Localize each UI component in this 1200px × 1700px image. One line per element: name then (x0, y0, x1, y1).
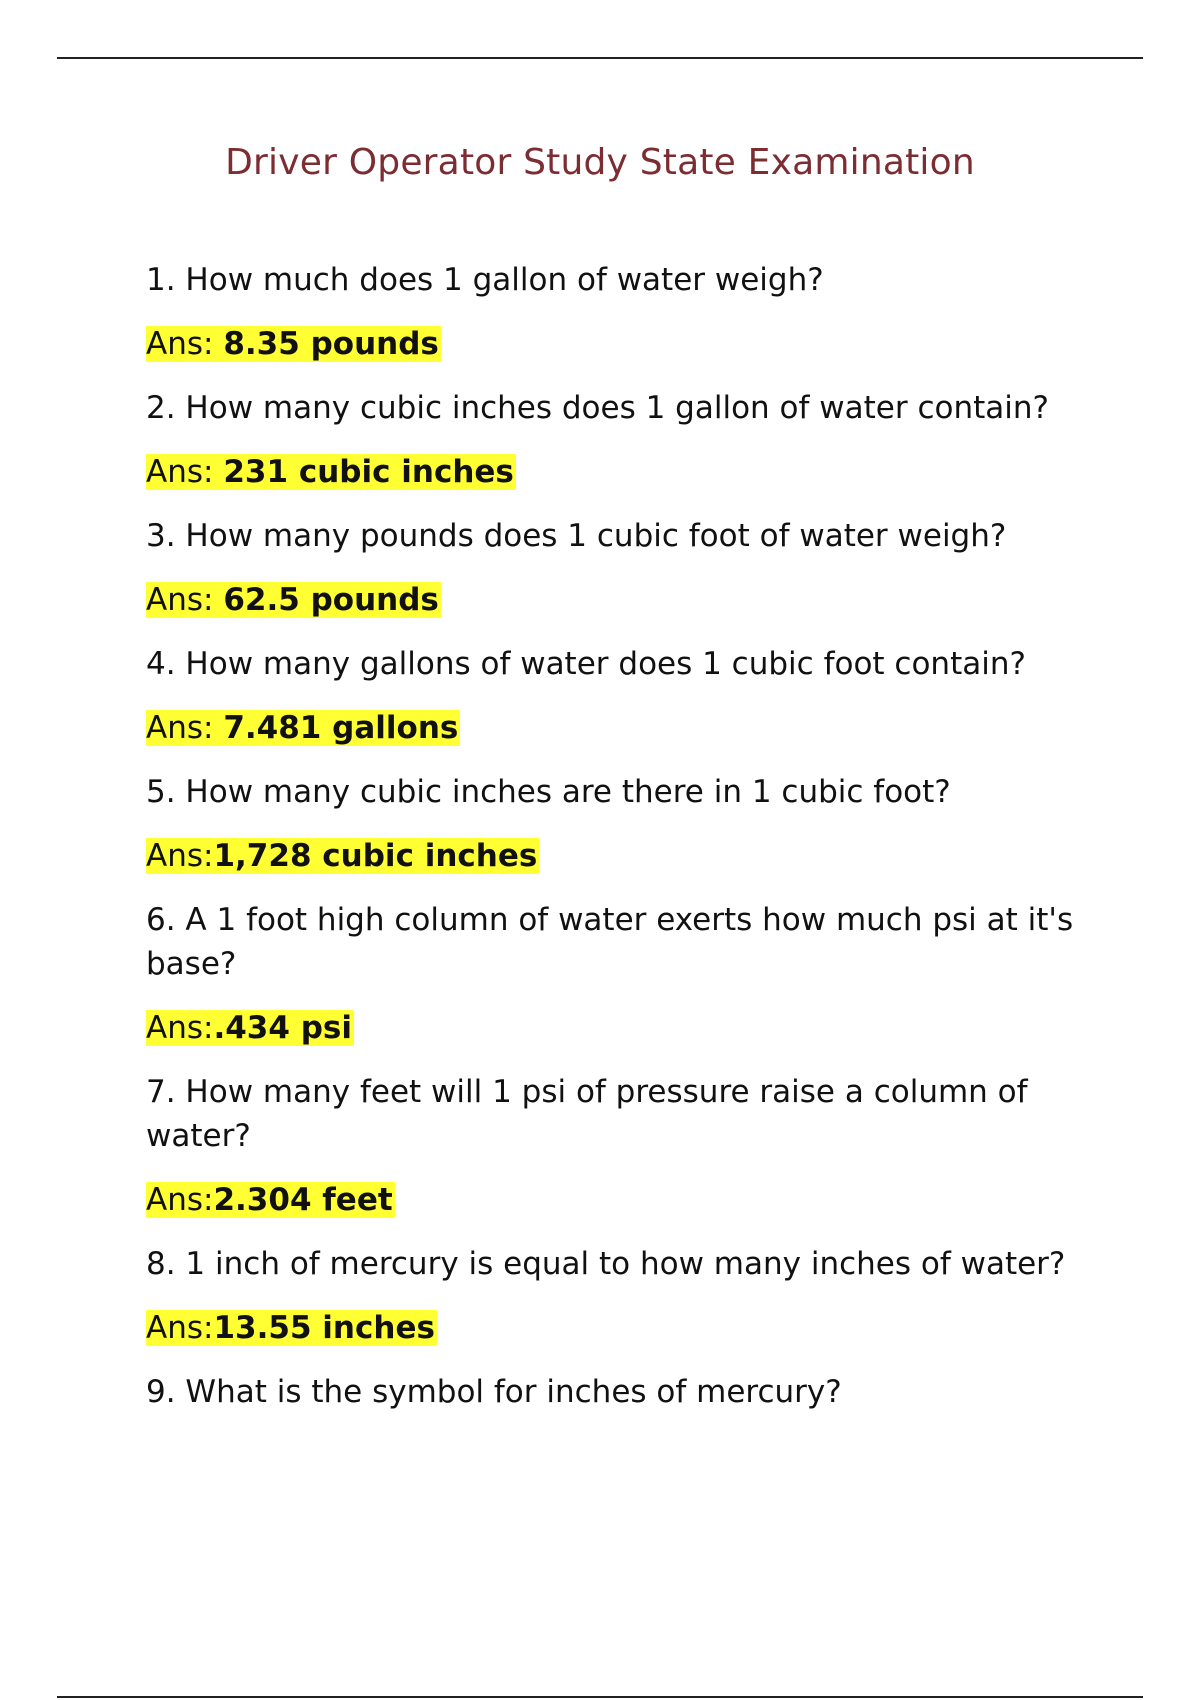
answer-2 (146, 450, 1106, 494)
qa-item-8 (146, 1242, 1106, 1350)
answer-1 (146, 322, 1106, 366)
answer-highlight (146, 1182, 395, 1218)
answer-7 (146, 1178, 1106, 1222)
document-title: Driver Operator Study State Examination (225, 142, 975, 183)
answer-value: 1,728 cubic inches (213, 838, 538, 874)
qa-item-4 (146, 642, 1106, 750)
question-9: 9. What is the symbol for inches of mercury? (146, 1374, 842, 1410)
question-8: 8. 1 inch of mercury is equal to how many inches of water? (146, 1246, 1066, 1282)
question-6: 6. A 1 foot high column of water exerts how much psi at it's base? (146, 902, 1074, 982)
qa-list (146, 258, 1106, 1434)
answer-highlight (146, 454, 516, 490)
answer-3 (146, 578, 1106, 622)
answer-8 (146, 1306, 1106, 1350)
answer-prefix: Ans: (146, 1010, 214, 1046)
answer-value: 13.55 inches (213, 1310, 435, 1346)
answer-prefix: Ans: (146, 838, 214, 874)
question-1: 1. How much does 1 gallon of water weigh? (146, 262, 824, 298)
answer-value: 2.304 feet (213, 1182, 393, 1218)
answer-prefix: Ans: (146, 1310, 214, 1346)
answer-value: .434 psi (213, 1010, 352, 1046)
question-7: 7. How many feet will 1 psi of pressure raise a column of water? (146, 1074, 1028, 1154)
qa-item-7 (146, 1070, 1106, 1222)
question-2: 2. How many cubic inches does 1 gallon of water contain? (146, 390, 1049, 426)
answer-prefix: Ans: (146, 710, 224, 746)
qa-item-5 (146, 770, 1106, 878)
answer-prefix: Ans: (146, 454, 224, 490)
question-4: 4. How many gallons of water does 1 cubic foot contain? (146, 646, 1026, 682)
qa-item-1 (146, 258, 1106, 366)
answer-highlight (146, 710, 460, 746)
top-rule (57, 57, 1143, 59)
qa-item-6 (146, 898, 1106, 1050)
answer-6 (146, 1006, 1106, 1050)
qa-item-9 (146, 1370, 1106, 1414)
bottom-rule (57, 1696, 1143, 1698)
qa-item-2 (146, 386, 1106, 494)
answer-highlight (146, 1010, 354, 1046)
answer-prefix: Ans: (146, 582, 224, 618)
answer-5 (146, 834, 1106, 878)
answer-value: 231 cubic inches (223, 454, 514, 490)
answer-value: 62.5 pounds (223, 582, 439, 618)
answer-prefix: Ans: (146, 326, 224, 362)
answer-4 (146, 706, 1106, 750)
question-3: 3. How many pounds does 1 cubic foot of water weigh? (146, 518, 1007, 554)
answer-highlight (146, 838, 539, 874)
answer-value: 8.35 pounds (223, 326, 439, 362)
answer-highlight (146, 1310, 437, 1346)
qa-item-3 (146, 514, 1106, 622)
question-5: 5. How many cubic inches are there in 1 cubic foot? (146, 774, 951, 810)
answer-highlight (146, 582, 441, 618)
answer-prefix: Ans: (146, 1182, 214, 1218)
answer-value: 7.481 gallons (223, 710, 459, 746)
answer-highlight (146, 326, 441, 362)
